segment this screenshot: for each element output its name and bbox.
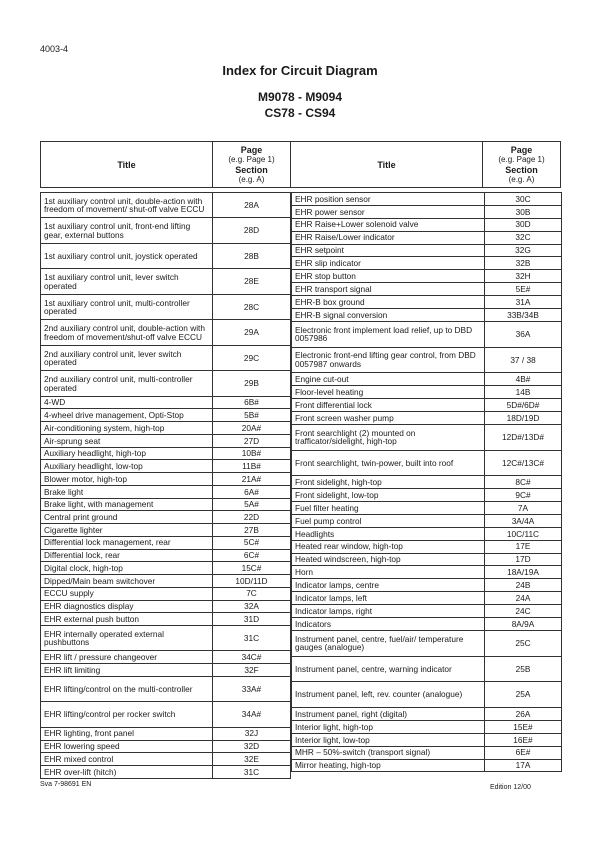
row-page: 12C#/13C# [485,450,562,476]
row-page: 34C# [213,651,291,664]
table-row [41,575,291,588]
table-row [41,218,291,243]
header-title-label: Title [117,159,136,170]
table-row [292,733,562,746]
row-title: 2nd auxiliary control unit, double-action with freedom of movement/shut-off valve ECCU [41,320,213,345]
row-page: 9C# [485,489,562,502]
table-row [292,540,562,553]
row-page: 5A# [213,498,291,511]
table-row [292,308,562,321]
row-page: 17E [485,540,562,553]
footer-edition: Edition 12/00 [490,784,531,791]
row-page: 16E# [485,733,562,746]
table-row [41,727,291,740]
row-title: EHR transport signal [292,283,485,296]
row-title: Mirror heating, high-top [292,759,485,772]
row-title: EHR over-lift (hitch) [41,766,213,779]
model-line-2: CS78 - CS94 [264,106,336,120]
row-page: 6A# [213,485,291,498]
row-page: 32H [485,270,562,283]
table-row [292,347,562,373]
table-row [292,476,562,489]
row-page: 28C [213,294,291,319]
table-row [292,630,562,656]
row-page: 36A [485,321,562,347]
index-table-left [40,192,291,779]
row-title: Front sidelight, low-top [292,489,485,502]
row-title: 1st auxiliary control unit, front-end lifting gear, external buttons [41,218,213,243]
row-title: EHR slip indicator [292,257,485,270]
header-page-label-right: Page [510,144,533,155]
row-page: 5B# [213,409,291,422]
row-page: 20A# [213,422,291,435]
row-page: 32D [213,740,291,753]
row-page: 15C# [213,562,291,575]
row-title: EHR diagnostics display [41,600,213,613]
header-title-label-right: Title [377,159,396,170]
row-title: Front differential lock [292,399,485,412]
row-title: Instrument panel, centre, fuel/air/ temperature gauges (analogue) [292,630,485,656]
row-title: Front searchlight, twin-power, built into roof [292,450,485,476]
header-section-example-right: (e.g. A) [508,174,535,184]
table-row [292,592,562,605]
table-row [292,682,562,708]
row-title: EHR internally operated external pushbuttons [41,625,213,650]
row-title: Indicator lamps, centre [292,579,485,592]
table-row [292,450,562,476]
table-row [41,766,291,779]
row-page: 21A# [213,473,291,486]
row-title: Differential lock, rear [41,549,213,562]
row-title: EHR Raise/Lower indicator [292,231,485,244]
row-title: Horn [292,566,485,579]
table-row [292,553,562,566]
footer-reference: Sva 7-98691 EN [40,781,92,788]
table-row [41,549,291,562]
table-row [292,746,562,759]
table-row [41,600,291,613]
table-row [41,702,291,727]
document-id: 4003-4 [40,44,69,54]
table-row [41,371,291,396]
table-row [41,269,291,294]
row-page: 25C [485,630,562,656]
row-page: 31C [213,766,291,779]
table-row [41,422,291,435]
table-row [292,231,562,244]
table-row [292,193,562,206]
row-title: Heated rear window, high-top [292,540,485,553]
row-page: 31C [213,625,291,650]
table-row [41,243,291,268]
row-title: Dipped/Main beam switchover [41,575,213,588]
table-row [292,566,562,579]
table-row [41,193,291,218]
row-page: 31D [213,613,291,626]
row-title: EHR lighting, front panel [41,727,213,740]
table-row [292,605,562,618]
row-page: 10B# [213,447,291,460]
header-section-label: Section [235,164,268,175]
table-row [41,485,291,498]
row-title: EHR lifting/control per rocker switch [41,702,213,727]
table-row [292,270,562,283]
row-page: 29C [213,345,291,370]
row-title: Air-conditioning system, high-top [41,422,213,435]
header-page-label: Page [240,144,263,155]
row-title: Auxiliary headlight, high-top [41,447,213,460]
row-title: EHR external push button [41,613,213,626]
header-section-example: (e.g. A) [238,174,265,184]
row-page: 32C [485,231,562,244]
row-title: Interior light, low-top [292,733,485,746]
header-page-example-right: (e.g. Page 1) [498,154,545,164]
row-title: EHR lift / pressure changeover [41,651,213,664]
table-row [41,562,291,575]
row-title: Floor-level heating [292,386,485,399]
table-row [292,257,562,270]
table-row [292,386,562,399]
row-page: 18D/19D [485,411,562,424]
table-row [41,676,291,701]
row-page: 5D#/6D# [485,399,562,412]
table-row [292,373,562,386]
index-table-right [291,192,562,772]
row-page: 33B/34B [485,308,562,321]
row-page: 14B [485,386,562,399]
row-page: 32F [213,664,291,677]
row-title: MHR – 50%-switch (transport signal) [292,746,485,759]
table-row [41,511,291,524]
table-row [41,587,291,600]
row-page: 11B# [213,460,291,473]
table-row [292,579,562,592]
table-row [41,434,291,447]
row-page: 17D [485,553,562,566]
row-page: 24C [485,605,562,618]
model-line-1: M9078 - M9094 [257,90,343,104]
row-title: Front screen washer pump [292,411,485,424]
header-page-cell [213,142,291,187]
row-title: EHR Raise+Lower solenoid valve [292,218,485,231]
table-row [292,218,562,231]
row-page: 8C# [485,476,562,489]
row-page: 5C# [213,536,291,549]
row-title: Fuel filter heating [292,502,485,515]
row-page: 24B [485,579,562,592]
row-page: 6B# [213,396,291,409]
row-page: 28E [213,269,291,294]
row-page: 34A# [213,702,291,727]
row-page: 28A [213,193,291,218]
row-page: 10C/11C [485,527,562,540]
table-row [292,708,562,721]
row-title: Indicator lamps, left [292,592,485,605]
row-title: Indicators [292,617,485,630]
row-page: 12D#/13D# [485,424,562,450]
row-page: 10D/11D [213,575,291,588]
page-title: Index for Circuit Diagram [222,63,378,78]
table-row [292,321,562,347]
table-row [41,613,291,626]
table-row [41,524,291,537]
table-row [292,411,562,424]
table-row [292,617,562,630]
table-row [41,740,291,753]
table-row [292,399,562,412]
row-page: 26A [485,708,562,721]
row-title: Brake light [41,485,213,498]
row-title: Instrument panel, left, rev. counter (analogue) [292,682,485,708]
row-page: 5E# [485,283,562,296]
table-row [292,283,562,296]
row-page: 6C# [213,549,291,562]
row-title: EHR setpoint [292,244,485,257]
row-title: Electronic front-end lifting gear control, from DBD 0057987 onwards [292,347,485,373]
row-page: 24A [485,592,562,605]
table-row [41,536,291,549]
table-row [292,489,562,502]
row-title: Digital clock, high-top [41,562,213,575]
row-title: Differential lock management, rear [41,536,213,549]
row-page: 8A/9A [485,617,562,630]
table-row [41,396,291,409]
row-page: 29B [213,371,291,396]
row-title: Central print ground [41,511,213,524]
row-title: ECCU supply [41,587,213,600]
table-row [292,424,562,450]
row-title: Heated windscreen, high-top [292,553,485,566]
row-page: 4B# [485,373,562,386]
row-page: 30D [485,218,562,231]
row-page: 27D [213,434,291,447]
row-page: 28D [213,218,291,243]
row-title: 2nd auxiliary control unit, multi-controller operated [41,371,213,396]
table-row [292,759,562,772]
row-title: Headlights [292,527,485,540]
row-title: EHR power sensor [292,205,485,218]
table-row [292,527,562,540]
row-title: EHR-B box ground [292,296,485,309]
row-page: 22D [213,511,291,524]
row-page: 31A [485,296,562,309]
row-page: 32E [213,753,291,766]
row-page: 30B [485,205,562,218]
row-title: EHR lifting/control on the multi-controller [41,676,213,701]
row-title: 1st auxiliary control unit, joystick operated [41,243,213,268]
row-title: 1st auxiliary control unit, lever switch operated [41,269,213,294]
table-row [292,656,562,682]
row-title: Interior light, high-top [292,720,485,733]
row-title: EHR-B signal conversion [292,308,485,321]
header-title-cell-right [291,142,483,187]
table-row [41,651,291,664]
row-page: 32A [213,600,291,613]
header-title-cell [41,142,213,187]
row-title: Engine cut-out [292,373,485,386]
row-page: 37 / 38 [485,347,562,373]
table-row [292,244,562,257]
row-title: Auxiliary headlight, low-top [41,460,213,473]
row-title: EHR position sensor [292,193,485,206]
table-row [41,447,291,460]
row-page: 18A/19A [485,566,562,579]
table-row [41,753,291,766]
table-row [41,498,291,511]
row-title: EHR stop button [292,270,485,283]
header-section-label-right: Section [505,164,538,175]
row-page: 25B [485,656,562,682]
row-title: Fuel pump control [292,514,485,527]
table-row [41,460,291,473]
row-page: 32J [213,727,291,740]
row-page: 15E# [485,720,562,733]
table-row [292,720,562,733]
table-header [40,141,561,188]
row-page: 6E# [485,746,562,759]
table-row [41,320,291,345]
table-row [41,473,291,486]
row-page: 33A# [213,676,291,701]
row-title: Instrument panel, centre, warning indicator [292,656,485,682]
row-page: 17A [485,759,562,772]
table-row [41,664,291,677]
row-page: 25A [485,682,562,708]
row-page: 32G [485,244,562,257]
row-title: EHR lift limiting [41,664,213,677]
row-page: 28B [213,243,291,268]
row-title: Blower motor, high-top [41,473,213,486]
row-title: Electronic front implement load relief, up to DBD 0057986 [292,321,485,347]
table-row [292,502,562,515]
row-title: Front sidelight, high-top [292,476,485,489]
row-title: 1st auxiliary control unit, double-action with freedom of movement/ shut-off valve ECCU [41,193,213,218]
row-page: 30C [485,193,562,206]
row-page: 7C [213,587,291,600]
row-title: Instrument panel, right (digital) [292,708,485,721]
table-row [292,514,562,527]
model-range [0,89,600,121]
row-title: Front searchlight (2) mounted on trafficator/sidelight, high-top [292,424,485,450]
row-page: 29A [213,320,291,345]
header-page-example: (e.g. Page 1) [228,154,275,164]
row-title: Brake light, with management [41,498,213,511]
row-title: 4-wheel drive management, Opti-Stop [41,409,213,422]
header-page-cell-right [483,142,560,187]
table-row [41,294,291,319]
table-row [41,625,291,650]
row-title: EHR lowering speed [41,740,213,753]
row-title: 1st auxiliary control unit, multi-controller operated [41,294,213,319]
row-title: Indicator lamps, right [292,605,485,618]
row-title: Cigarette lighter [41,524,213,537]
row-title: EHR mixed control [41,753,213,766]
row-title: 2nd auxiliary control unit, lever switch operated [41,345,213,370]
row-page: 7A [485,502,562,515]
row-title: 4-WD [41,396,213,409]
row-title: Air-sprung seat [41,434,213,447]
row-page: 32B [485,257,562,270]
row-page: 3A/4A [485,514,562,527]
row-page: 27B [213,524,291,537]
table-row [41,345,291,370]
table-row [292,205,562,218]
table-row [292,296,562,309]
table-row [41,409,291,422]
